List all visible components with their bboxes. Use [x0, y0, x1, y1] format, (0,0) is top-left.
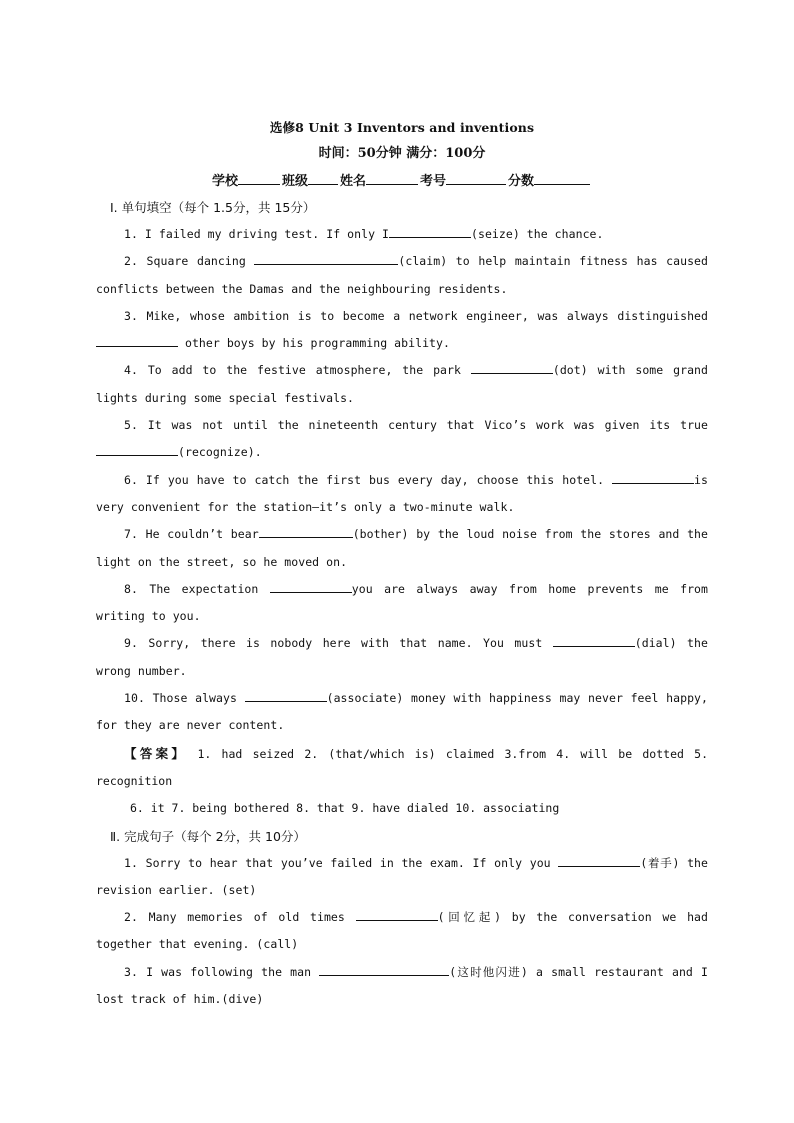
answer-blank[interactable] [245, 688, 327, 702]
answer-blank[interactable] [319, 962, 449, 976]
question-text: 3. Mike, whose ambition is to become a network engineer, was always distinguished [124, 308, 708, 323]
student-info-fields [96, 170, 708, 192]
question-1 [96, 221, 708, 248]
question-text: other boys by his programming ability. [178, 336, 450, 351]
answer-blank[interactable] [259, 524, 353, 538]
question-text: (着手) the revision earlier. (set) [96, 855, 708, 897]
question-text: 1. I failed my driving test. If only I [124, 227, 389, 241]
question-text: (回忆起) by the conversation we had together that evening. (call) [96, 910, 708, 952]
question-6 [96, 467, 708, 522]
question-7 [96, 521, 708, 576]
question-text: 5. It was not until the nineteenth century that Vico’s work was given its true [124, 418, 708, 433]
field-label-school: 学校 [211, 174, 238, 189]
answer-blank[interactable] [96, 333, 178, 347]
section-2-heading: Ⅱ. 完成句子（每个 2分，共 10分） [110, 828, 306, 844]
question-text: you are always away from home prevents me from writing to you. [96, 581, 708, 624]
question-text: 10. Those always [124, 691, 245, 706]
question-9 [96, 630, 708, 685]
answer-tag: 【答案】 [124, 745, 188, 761]
answer-key-continued: 6. it 7. being bothered 8. that 9. have dialed 10. associating [130, 801, 560, 816]
question-text: 1. Sorry to hear that you’ve failed in the exam. If only you [124, 855, 559, 870]
question-text: 2. Square dancing [124, 254, 255, 269]
answer-text: 1. had seized 2. (that/which is) claimed 3.from 4. will be dotted 5. recognition [96, 746, 708, 788]
question-text: (associate) money with happiness may never feel happy, for they are never content. [96, 691, 708, 733]
worksheet-page [96, 118, 708, 1013]
answer-blank[interactable] [471, 360, 553, 374]
answer-blank[interactable] [553, 633, 635, 647]
time-score-info: 时间：50分钟 满分：100分 [318, 146, 486, 161]
score-blank[interactable] [534, 170, 590, 185]
question-text: (dot) with some grand lights during some special festivals. [96, 363, 708, 405]
answer-key [96, 740, 708, 796]
question-10 [96, 685, 708, 740]
school-blank[interactable] [238, 170, 280, 185]
question-3 [96, 303, 708, 358]
answer-blank[interactable] [612, 470, 694, 484]
field-label-score: 分数 [508, 174, 535, 189]
question-text: 3. I was following the man [124, 964, 320, 979]
answer-blank[interactable] [254, 251, 398, 265]
question-text: 6. If you have to catch the first bus every day, choose this hotel. [124, 472, 613, 487]
answer-blank[interactable] [96, 442, 178, 456]
question-text: 8. The expectation [124, 581, 270, 596]
question-8 [96, 576, 708, 631]
name-blank[interactable] [366, 170, 418, 185]
class-blank[interactable] [308, 170, 338, 185]
question-text: (recognize). [178, 445, 262, 460]
question-text: (这时他闪进) a small restaurant and I lost track of him.(dive) [96, 964, 708, 1007]
question-4 [96, 357, 708, 412]
question-text: 7. He couldn’t bear [124, 527, 259, 542]
field-label-class: 班级 [281, 174, 308, 189]
question-2 [96, 248, 708, 303]
exam-number-blank[interactable] [446, 170, 506, 185]
answer-blank[interactable] [356, 907, 438, 921]
sentence-3 [96, 959, 708, 1014]
answer-blank[interactable] [389, 224, 471, 238]
worksheet-title: 选修8 Unit 3 Inventors and inventions [269, 120, 535, 135]
answer-blank[interactable] [558, 853, 640, 867]
question-text: 2. Many memories of old times [124, 910, 356, 925]
section-1-heading: Ⅰ. 单句填空（每个 1.5分，共 15分） [110, 200, 316, 215]
field-label-exam-number: 考号 [420, 174, 447, 189]
question-text: is very convenient for the station—it’s only a two-minute walk. [96, 472, 708, 514]
question-text: (bother) by the loud noise from the stores and the light on the street, so he moved on. [96, 527, 708, 569]
sentence-1 [96, 850, 708, 905]
question-text: (dial) the wrong number. [96, 636, 708, 678]
field-label-name: 姓名 [339, 174, 366, 189]
question-text: 4. To add to the festive atmosphere, the park [124, 363, 471, 378]
question-text: (claim) to help maintain fitness has caused conflicts between the Damas and the neighbouring residents. [96, 254, 708, 296]
sentence-2 [96, 904, 708, 959]
question-5 [96, 412, 708, 467]
answer-blank[interactable] [270, 579, 352, 593]
question-text: 9. Sorry, there is nobody here with that name. You must [124, 636, 553, 651]
question-text: (seize) the chance. [471, 227, 604, 241]
